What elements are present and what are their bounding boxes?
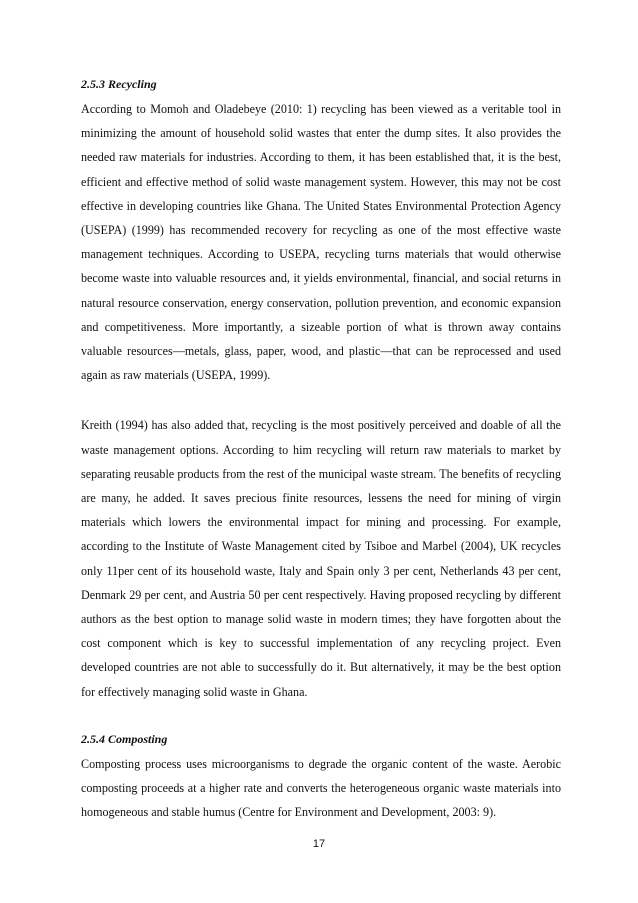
page-number: 17 — [312, 838, 326, 850]
section-heading-composting: 2.5.4 Composting — [81, 731, 168, 746]
section-heading-recycling: 2.5.3 Recycling — [81, 77, 157, 91]
composting-paragraph-1: Composting process uses microorganisms to degrade the organic content of the waste. Aerobic composting proceeds at a higher rate and converts the heterogeneous organic waste materials into homogeneous and stable humus (Centre for Environment and Development, 2003: 9). — [81, 756, 561, 820]
recycling-paragraph-1: According to Momoh and Oladebeye (2010: 1) recycling has been viewed as a veritable tool in minimizing the amount of household solid wastes that enter the dump sites. It also provides the needed raw materials for industries. According to them, it has been established that, it is the best, efficient and effective method of solid waste management system. However, this may not be cost effective in developing countries like Ghana. The United States Environmental Protection Agency (USEPA) (1999) has recommended recovery for recycling as one of the most effective waste management techniques. According to USEPA, recycling turns materials that would otherwise become waste into valuable resources and, it yields environmental, financial, and social returns in natural resource conservation, energy conservation, pollution prevention, and economic expansion and competitiveness. More importantly, a sizeable portion of what is thrown away contains valuable resources—metals, glass, paper, wood, and plastic—that can be reprocessed and used again as raw materials (USEPA, 1999). — [81, 102, 561, 383]
recycling-paragraph-2: Kreith (1994) has also added that, recycling is the most positively perceived and doable of all the waste management options. According to him recycling will return raw materials to market by separating reusable products from the rest of the municipal waste stream. The benefits of recycling are many, he added. It saves precious finite resources, lessens the need for mining of virgin materials which lowers the environmental impact for mining and processing. For example, according to the Institute of Waste Management cited by Tsiboe and Marbel (2004), UK recycles only 11per cent of its household waste, Italy and Spain only 3 per cent, Netherlands 43 per cent, Denmark 29 per cent, and Austria 50 per cent respectively. Having proposed recycling by different authors as the best option to manage solid waste in modern times; they have forgotten about the cost component which is key to successful implementation of any recycling project. Even developed countries are not able to successfully do it. But alternatively, it may be the best option for effectively managing solid waste in Ghana. — [81, 418, 561, 699]
document-page — [81, 71, 561, 824]
